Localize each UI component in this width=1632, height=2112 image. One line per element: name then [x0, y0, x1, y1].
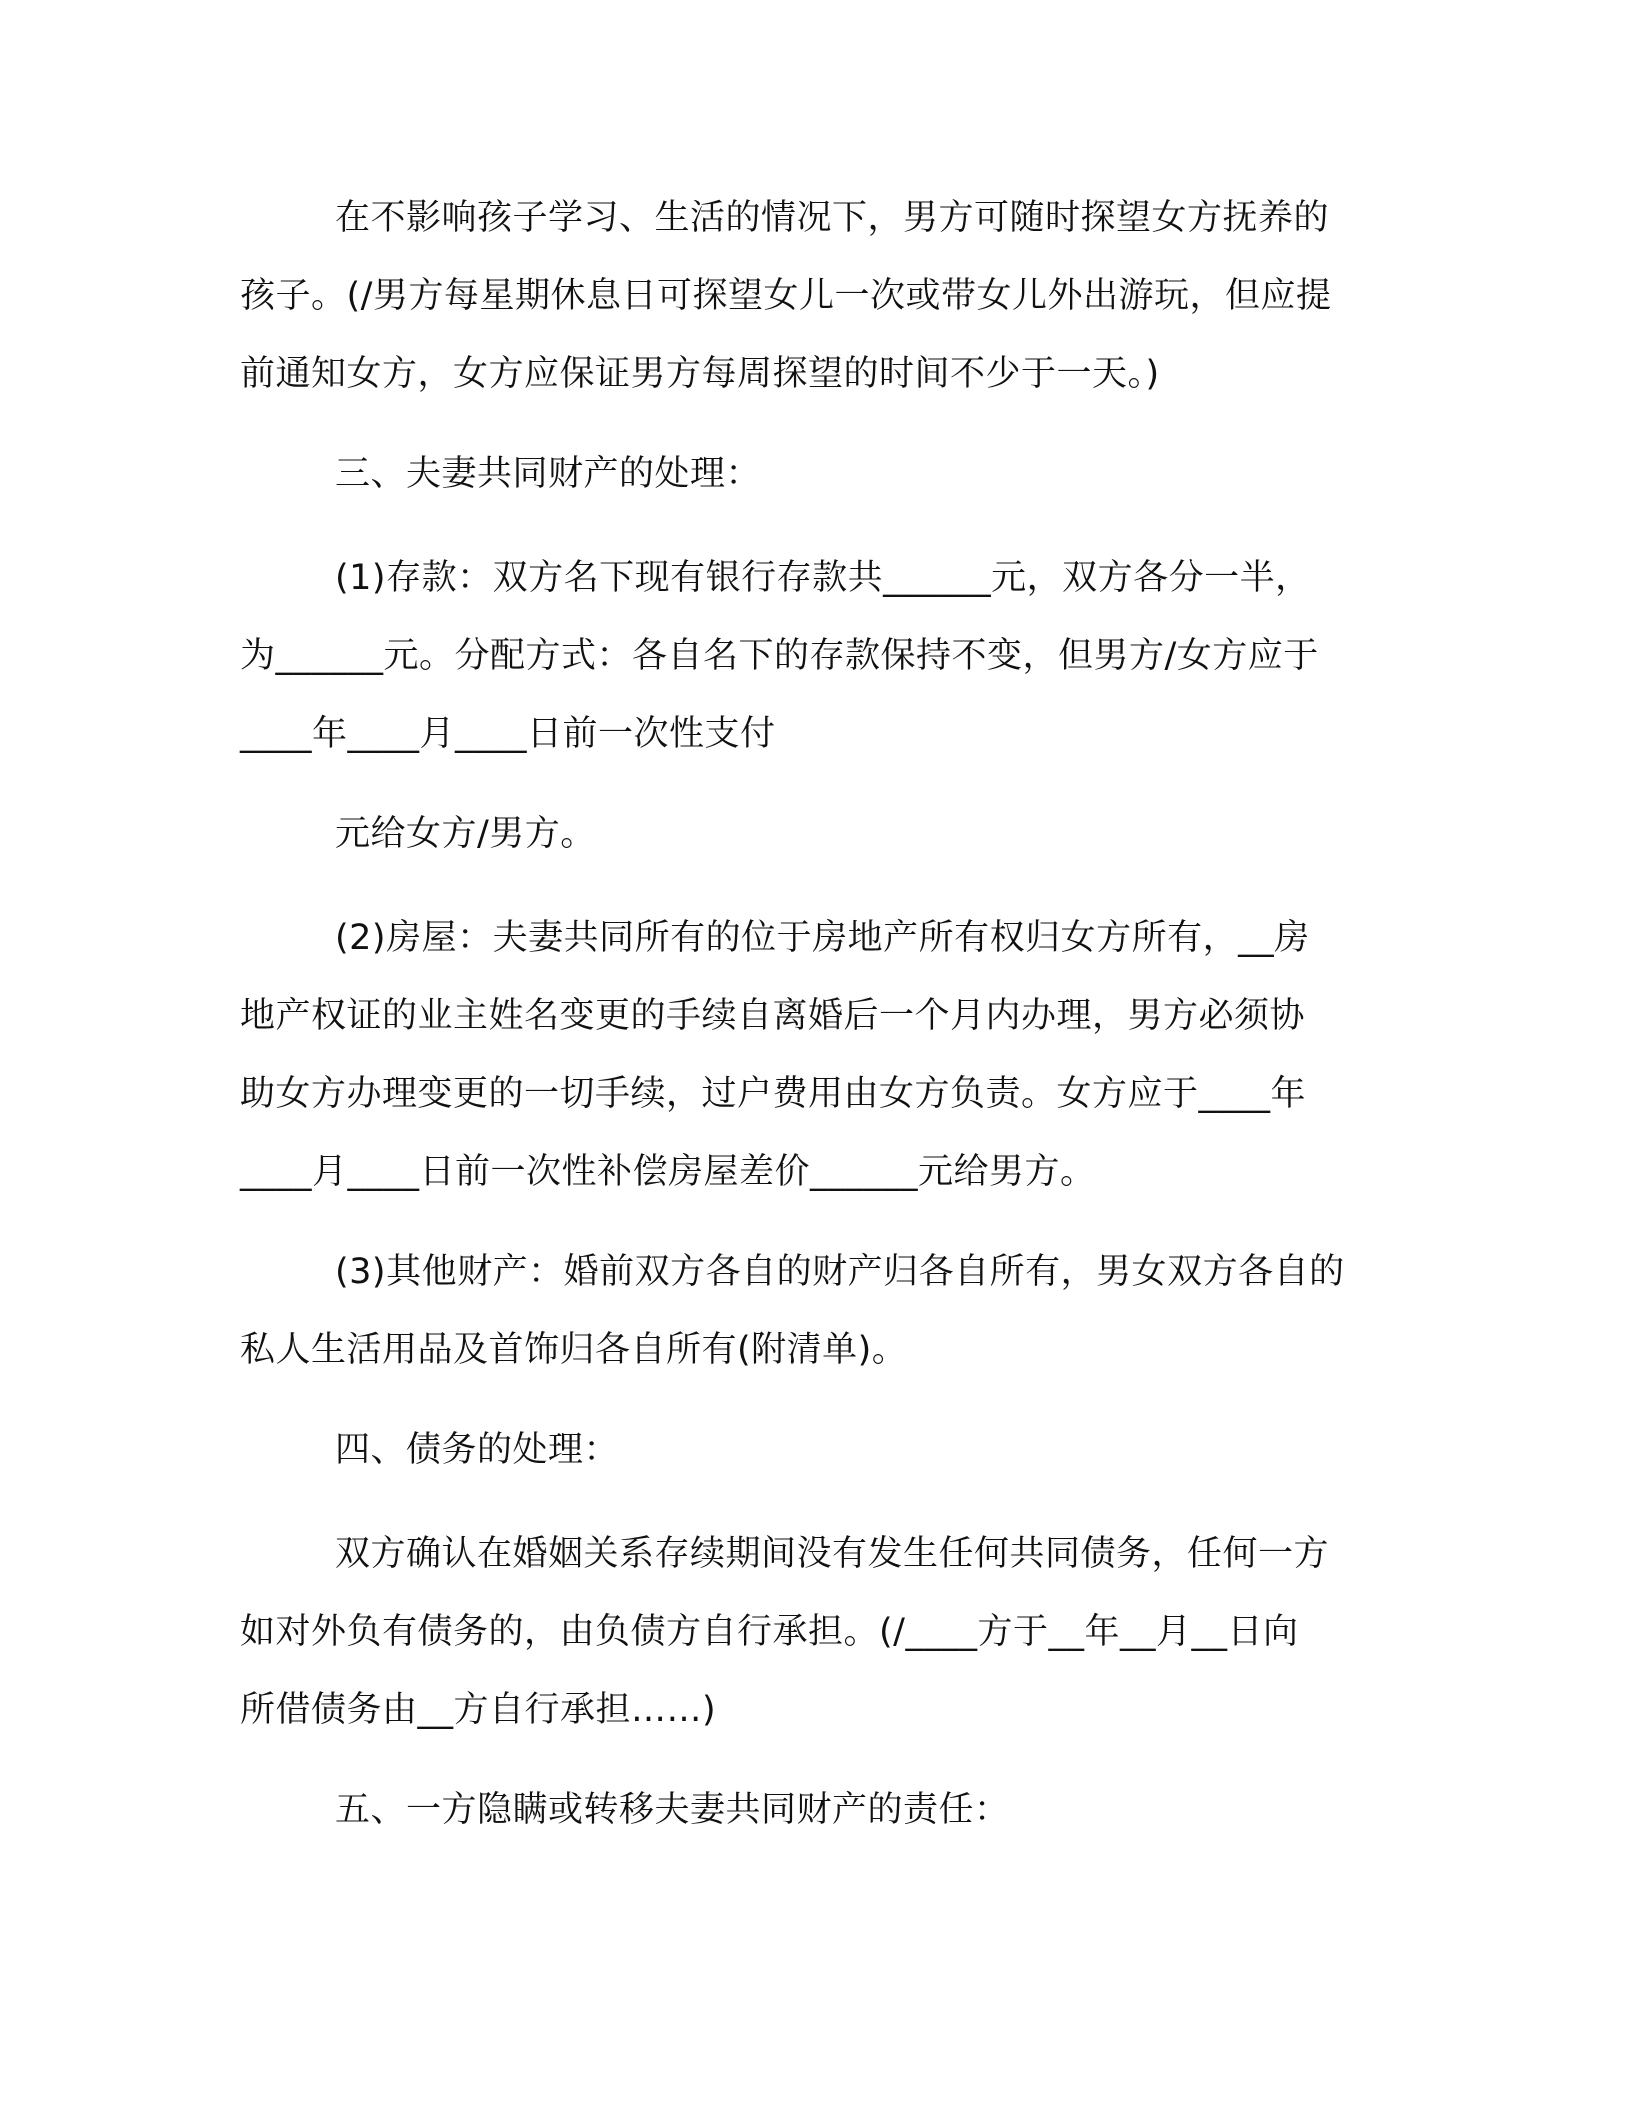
- text-line: 双方确认在婚姻关系存续期间没有发生任何共同债务，任何一方: [335, 1534, 1330, 1574]
- text-line: 孩子。(/男方每星期休息日可探望女儿一次或带女儿外出游玩，但应提: [240, 276, 1332, 316]
- text-line: 私人生活用品及首饰归各自所有(附清单)。: [240, 1330, 908, 1370]
- text-line: 所借债务由__方自行承担……): [240, 1690, 717, 1730]
- section-heading: 五、一方隐瞒或转移夫妻共同财产的责任：: [335, 1790, 1010, 1830]
- text-line: 为______元。分配方式：各自名下的存款保持不变，但男方/女方应于: [240, 636, 1319, 676]
- section-heading: 四、债务的处理：: [335, 1430, 620, 1470]
- section-heading: 三、夫妻共同财产的处理：: [335, 454, 762, 494]
- text-line: ____月____日前一次性补偿房屋差价______元给男方。: [240, 1152, 1096, 1192]
- text-line: 元给女方/男方。: [335, 814, 596, 854]
- text-line: ____年____月____日前一次性支付: [240, 714, 776, 754]
- text-line: 助女方办理变更的一切手续，过户费用由女方负责。女方应于____年: [240, 1074, 1307, 1114]
- text-line: (3)其他财产：婚前双方各自的财产归各自所有，男女双方各自的: [335, 1252, 1345, 1292]
- text-line: 如对外负有债务的，由负债方自行承担。(/____方于__年__月__日向: [240, 1612, 1299, 1652]
- text-line: (1)存款：双方名下现有银行存款共______元，双方各分一半，: [335, 558, 1311, 598]
- text-line: 在不影响孩子学习、生活的情况下，男方可随时探望女方抚养的: [335, 198, 1330, 238]
- text-line: 地产权证的业主姓名变更的手续自离婚后一个月内办理，男方必须协: [240, 996, 1306, 1036]
- text-line: 前通知女方，女方应保证男方每周探望的时间不少于一天。): [240, 354, 1160, 394]
- text-line: (2)房屋：夫妻共同所有的位于房地产所有权归女方所有，__房: [335, 918, 1310, 958]
